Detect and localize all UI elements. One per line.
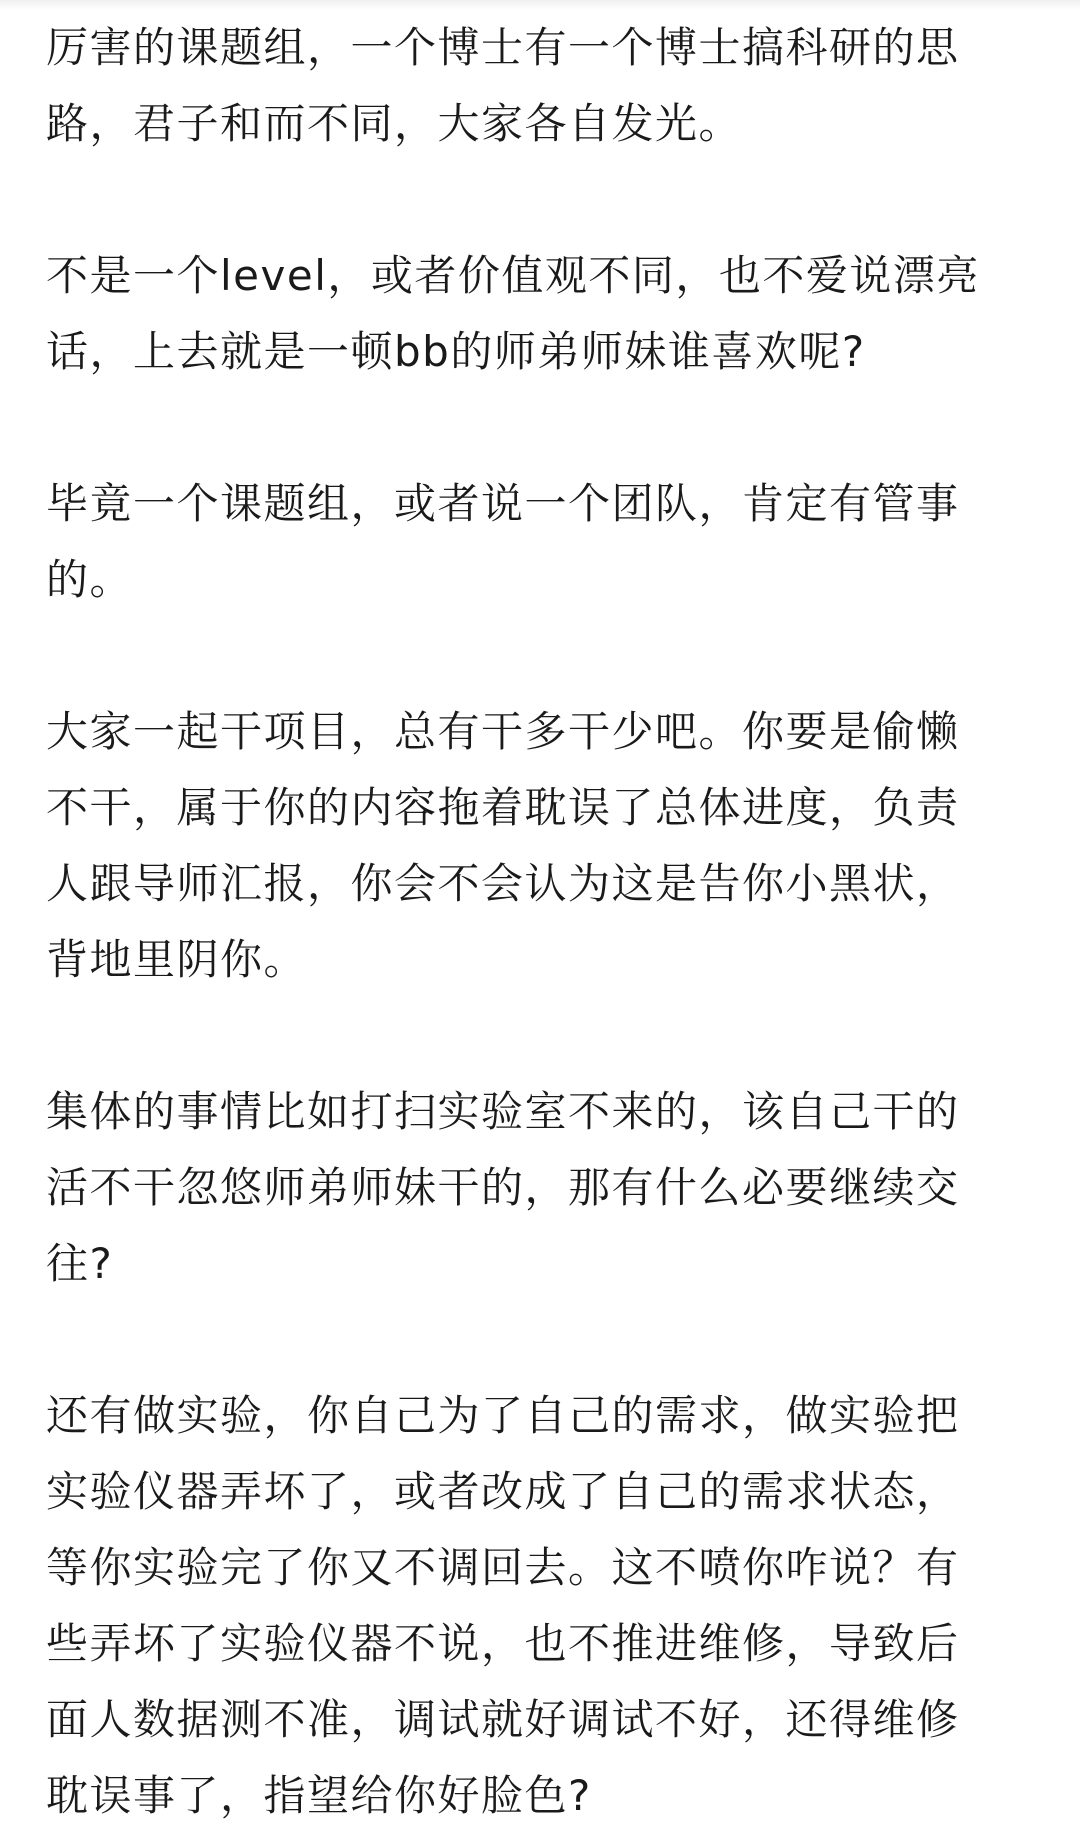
text-line: 往? bbox=[46, 1239, 114, 1288]
text-line: 实验仪器弄坏了，或者改成了自己的需求状态， bbox=[46, 1467, 960, 1516]
paragraph-1 bbox=[46, 10, 1036, 162]
text-line: 面人数据测不准，调试就好调试不好，还得维修 bbox=[46, 1695, 960, 1744]
text-line: 话，上去就是一顿bb的师弟师妹谁喜欢呢? bbox=[46, 327, 866, 376]
text-line: 些弄坏了实验仪器不说，也不推进维修，导致后 bbox=[46, 1619, 960, 1668]
text-line: 不是一个level，或者价值观不同，也不爱说漂亮 bbox=[46, 251, 980, 300]
paragraph-4 bbox=[46, 694, 1036, 998]
text-line: 还有做实验，你自己为了自己的需求，做实验把 bbox=[46, 1391, 960, 1440]
text-line: 人跟导师汇报，你会不会认为这是告你小黑状， bbox=[46, 859, 960, 908]
paragraph-2 bbox=[46, 238, 1036, 390]
text-line: 厉害的课题组，一个博士有一个博士搞科研的思 bbox=[46, 23, 960, 72]
top-shadow bbox=[0, 0, 1080, 10]
text-line: 大家一起干项目，总有干多干少吧。你要是偷懒 bbox=[46, 707, 960, 756]
text-line: 不干，属于你的内容拖着耽误了总体进度，负责 bbox=[46, 783, 960, 832]
text-line: 路，君子和而不同，大家各自发光。 bbox=[46, 99, 743, 148]
text-line: 毕竟一个课题组，或者说一个团队，肯定有管事 bbox=[46, 479, 960, 528]
paragraph-3 bbox=[46, 466, 1036, 618]
article-body bbox=[46, 10, 1036, 1834]
text-line: 活不干忽悠师弟师妹干的，那有什么必要继续交 bbox=[46, 1163, 960, 1212]
text-line: 的。 bbox=[46, 555, 134, 604]
text-line: 等你实验完了你又不调回去。这不喷你咋说？有 bbox=[46, 1543, 960, 1592]
text-line: 集体的事情比如打扫实验室不来的，该自己干的 bbox=[46, 1087, 960, 1136]
text-line: 背地里阴你。 bbox=[46, 935, 308, 984]
paragraph-6 bbox=[46, 1378, 1036, 1834]
text-line: 耽误事了，指望给你好脸色? bbox=[46, 1771, 592, 1820]
paragraph-5 bbox=[46, 1074, 1036, 1302]
